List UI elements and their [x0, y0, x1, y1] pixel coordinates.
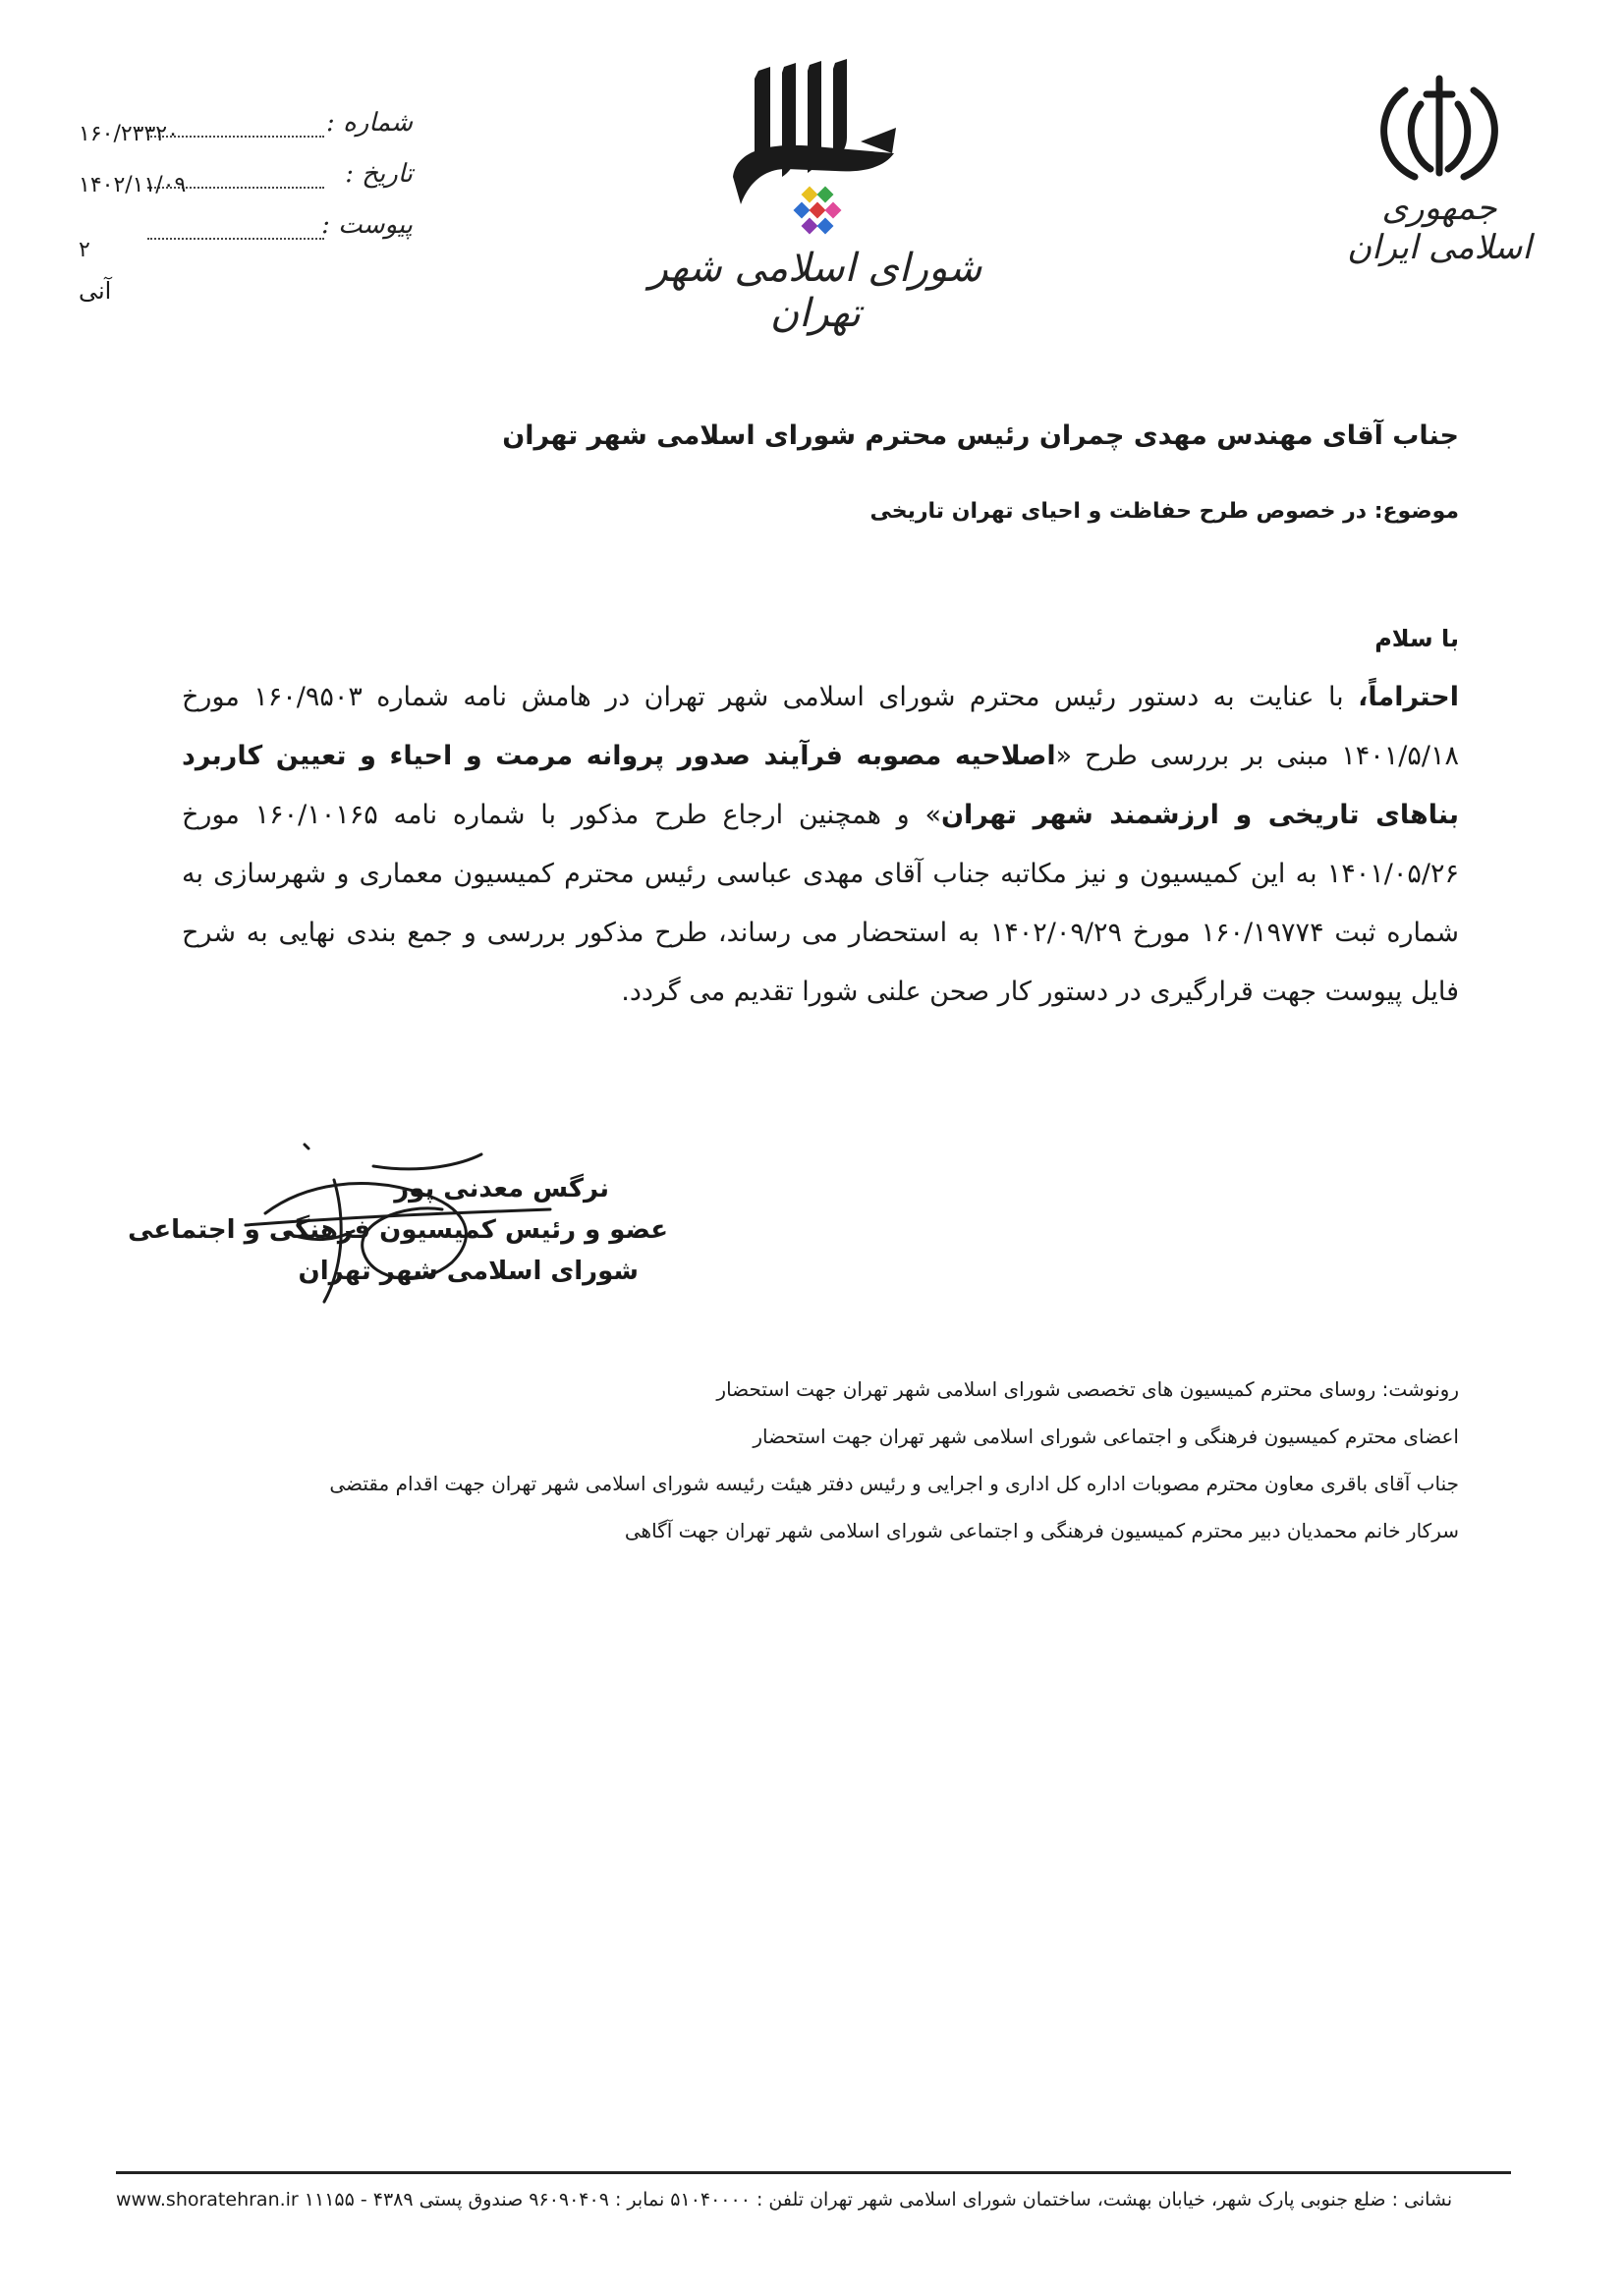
- emblem-icon: [1336, 71, 1542, 189]
- urgency-mark: آنی: [79, 277, 112, 305]
- subject-line: موضوع: در خصوص طرح حفاظت و احیای تهران تاریخی: [869, 499, 1459, 524]
- footer-divider: [116, 2171, 1511, 2174]
- meta-attachment-label: پیوست :: [321, 210, 413, 240]
- cc-list: [182, 1366, 1459, 1554]
- iran-emblem: [1336, 71, 1542, 267]
- council-logo-text: شورای اسلامی شهر تهران: [648, 246, 982, 336]
- signatory-council: شورای اسلامی شهر تهران: [298, 1257, 639, 1286]
- addressee: جناب آقای مهندس مهدی چمران رئیس محترم شورای اسلامی شهر تهران: [502, 420, 1459, 451]
- signatory-title: عضو و رئیس کمیسیون فرهنگی و اجتماعی: [128, 1215, 668, 1245]
- body-plan-title: اصلاحیه مصوبه فرآیند صدور پروانه مرمت و احیاء و تعیین کاربرد بناهای تاریخی و ارزشمند شهر تهران: [182, 741, 1459, 830]
- signatory-name: نرگس معدنی پور: [394, 1174, 609, 1203]
- cc-item: رونوشت: روسای محترم کمیسیون های تخصصی شورای اسلامی شهر تهران جهت استحضار: [716, 1377, 1459, 1401]
- body-part-1: با عنایت به دستور رئیس محترم شورای اسلامی شهر تهران در هامش نامه شماره ۱۶۰/۹۵۰۳ مورخ ۱۴۰۱/۵/۱۸ مبنی بر بررسی طرح «: [182, 682, 1460, 771]
- meta-date-value: ۱۴۰۲/۱۱/۰۹: [79, 173, 187, 197]
- cc-item: جناب آقای باقری معاون محترم مصوبات اداره کل اداری و اجرایی و رئیس دفتر هیئت رئیسه شورای اسلامی شهر تهران جهت اقدام مقتضی: [329, 1472, 1459, 1495]
- body-part-2: » و همچنین ارجاع طرح مذکور با شماره نامه ۱۶۰/۱۰۱۶۵ مورخ ۱۴۰۱/۰۵/۲۶ به این کمیسیون و نیز مکاتبه جناب آقای مهدی عباسی رئیس محترم کمیسیون معماری و شهرسازی به شماره ثبت ۱۶۰/۱۹۷۷۴ مورخ ۱۴۰۲/۰۹/۲۹ به استحضار می رساند، طرح مذکور بررسی و جمع بندی نهایی به شرح فایل پیوست جهت قرارگیری در دستور کار صحن علنی شورا تقدیم می گردد.: [182, 800, 1460, 1007]
- meta-number-label: شماره :: [326, 108, 413, 138]
- greeting: با سلام: [1374, 625, 1459, 652]
- cc-item: سرکار خانم محمدیان دبیر محترم کمیسیون فرهنگی و اجتماعی شورای اسلامی شهر تهران جهت آگاهی: [624, 1519, 1459, 1542]
- meta-attachment-row: [79, 210, 413, 261]
- meta-attachment-dots: [147, 238, 324, 240]
- council-logo-icon: [639, 59, 992, 246]
- meta-attachment-value: ۲: [79, 238, 90, 262]
- cc-item: اعضای محترم کمیسیون فرهنگی و اجتماعی شورای اسلامی شهر تهران جهت استحضار: [753, 1425, 1459, 1448]
- letter-meta: [79, 108, 413, 261]
- signature-block: [128, 1154, 668, 1302]
- letter-body: [182, 668, 1459, 1022]
- body-intro: احتراماً،: [1358, 682, 1459, 712]
- meta-date-label: تاریخ :: [345, 159, 413, 189]
- meta-number-row: [79, 108, 413, 159]
- country-name: جمهوری اسلامی ایران: [1347, 189, 1532, 267]
- meta-number-value: ۱۶۰/۲۳۳۲۰: [79, 122, 179, 146]
- footer-address: نشانی : ضلع جنوبی پارک شهر، خیابان بهشت، ساختمان شورای اسلامی شهر تهران تلفن : ۵۱۰۴۰۰۰۰ نمابر : ۹۶۰۹۰۴۰۹ صندوق پستی ۴۳۸۹ - ۱۱۱۵۵ www.shoratehran.ir: [116, 2189, 1453, 2211]
- council-logo: [639, 59, 992, 336]
- meta-date-row: [79, 159, 413, 210]
